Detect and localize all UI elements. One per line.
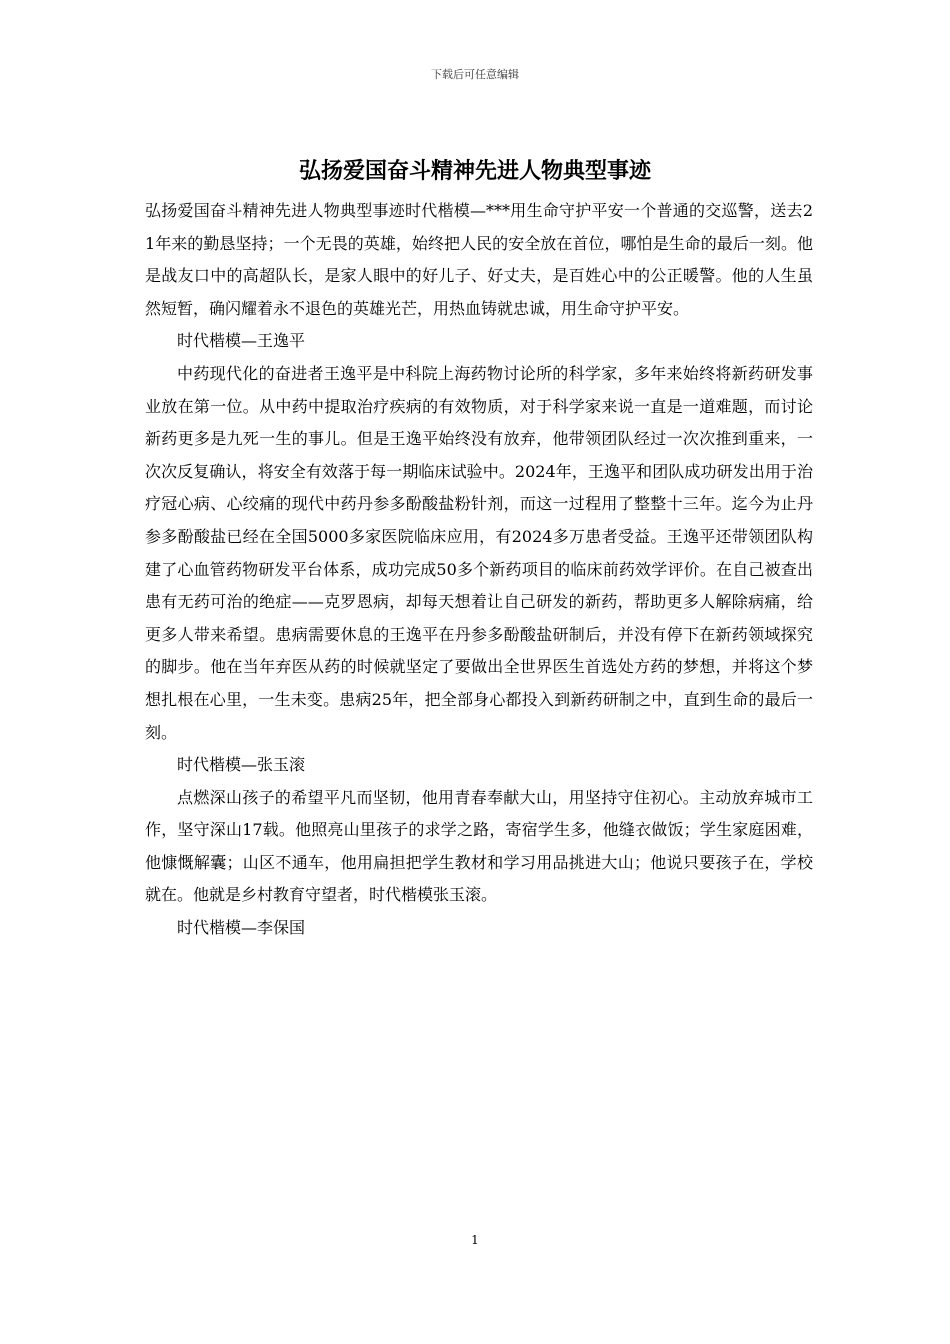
section-heading-li-baoguo: 时代楷模—李保国 <box>177 918 306 938</box>
paragraph-wang-yiping: 中药现代化的奋进者王逸平是中科院上海药物讨论所的科学家，多年来始终将新药研发事业放在第一位。从中药中提取治疗疾病的有效物质，对于科学家来说一直是一道难题，而讨论新药更多是九死一生的事儿。但是王逸平始终没有放弃，他带领团队经过一次次推到重来，一次次反复确认，将安全有效落于每一期临床试验中。2024年，王逸平和团队成功研发出用于治疗冠心病、心绞痛的现代中药丹参多酚酸盐粉针剂，而这一过程用了整整十三年。迄今为止丹参多酚酸盐已经在全国5000多家医院临床应用，有2024多万患者受益。王逸平还带领团队构建了心血管药物研发平台体系，成功完成50多个新药项目的临床前药效学评价。在自己被查出患有无药可治的绝症——克罗恩病，却每天想着让自己研发的新药，帮助更多人解除病痛，给更多人带来希望。患病需要休息的王逸平在丹参多酚酸盐研制后，并没有停下在新药领域探究的脚步。他在当年弃医从药的时候就坚定了要做出全世界医生首选处方药的梦想，并将这个梦想扎根在心里，一生未变。患病25年，把全部身心都投入到新药研制之中，直到生命的最后一刻。 <box>145 363 813 742</box>
section-heading-wang-yiping: 时代楷模—王逸平 <box>177 331 306 351</box>
section-heading-zhang-yugun: 时代楷模—张玉滚 <box>177 755 306 775</box>
page-number: 1 <box>471 1233 479 1247</box>
intro-paragraph: 弘扬爱国奋斗精神先进人物典型事迹时代楷模—***用生命守护平安一个普通的交巡警，送去21年来的勤恳坚持；一个无畏的英雄，始终把人民的安全放在首位，哪怕是生命的最后一刻。他是战友口中的高超队长，是家人眼中的好儿子、好丈夫，是百姓心中的公正暖警。他的人生虽然短暂，确闪耀着永不退色的英雄光芒，用热血铸就忠诚，用生命守护平安。 <box>145 201 813 318</box>
document-title: 弘扬爱国奋斗精神先进人物典型事迹 <box>298 158 651 184</box>
paragraph-zhang-yugun: 点燃深山孩子的希望平凡而坚韧，他用青春奉献大山，用坚持守住初心。主动放弃城市工作，坚守深山17载。他照亮山里孩子的求学之路，寄宿学生多，他缝衣做饭；学生家庭困难，他慷慨解囊；山区不通车，他用扁担把学生教材和学习用品挑进大山；他说只要孩子在，学校就在。他就是乡村教育守望者，时代楷模张玉滚。 <box>145 787 813 905</box>
header-note: 下载后可任意编辑 <box>431 68 519 81</box>
document-body <box>145 195 813 945</box>
